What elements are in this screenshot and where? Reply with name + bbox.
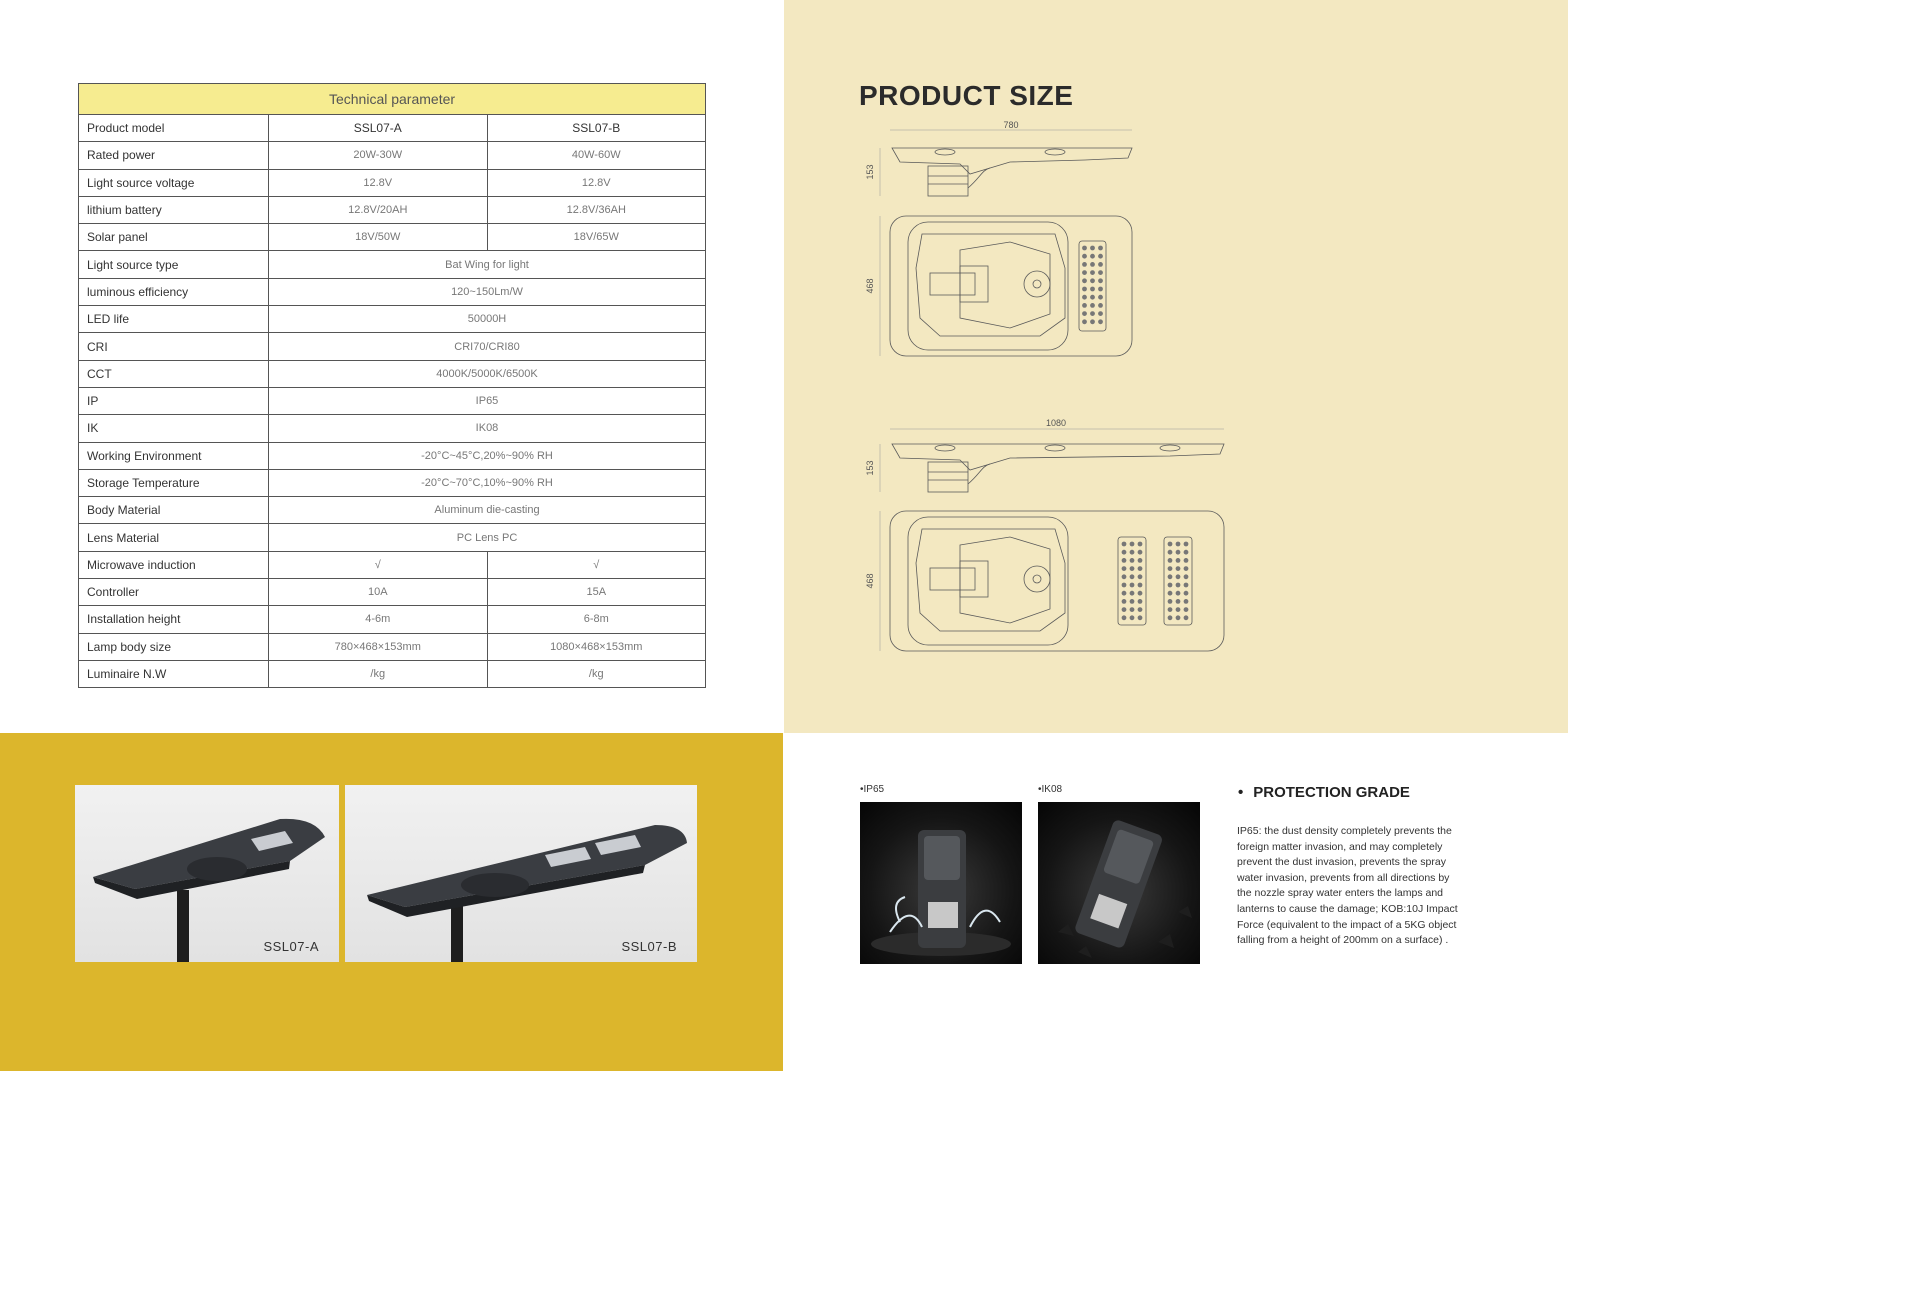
led-dot — [1090, 262, 1095, 267]
led-dot — [1122, 574, 1127, 579]
ip65-photo — [860, 802, 1022, 964]
row-label: lithium battery — [79, 196, 269, 223]
led-dot — [1138, 574, 1143, 579]
led-dot — [1168, 574, 1173, 579]
row-value: IK08 — [269, 415, 706, 442]
led-dot — [1168, 566, 1173, 571]
led-dot — [1138, 599, 1143, 604]
led-dot — [1090, 287, 1095, 292]
table-row — [79, 278, 706, 305]
led-dot — [1168, 591, 1173, 596]
table-row — [79, 142, 706, 169]
led-dot — [1122, 542, 1127, 547]
led-dot — [1090, 295, 1095, 300]
led-dot — [1090, 319, 1095, 324]
table-row — [79, 606, 706, 633]
led-dot — [1138, 550, 1143, 555]
row-value-a: 20W-30W — [269, 142, 488, 169]
row-label: IK — [79, 415, 269, 442]
row-value-a: √ — [269, 551, 488, 578]
led-dot — [1098, 303, 1103, 308]
row-label: Product model — [79, 115, 269, 142]
row-value-a: /kg — [269, 660, 488, 687]
led-dot — [1184, 583, 1189, 588]
led-dot — [1122, 591, 1127, 596]
row-value-a: 12.8V — [269, 169, 488, 196]
led-dot — [1176, 566, 1181, 571]
table-row — [79, 442, 706, 469]
led-dot — [1168, 550, 1173, 555]
table-row — [79, 251, 706, 278]
led-dot — [1184, 550, 1189, 555]
led-dot — [1168, 542, 1173, 547]
table-row — [79, 551, 706, 578]
ip65-label: •IP65 — [860, 784, 885, 795]
led-dot — [1098, 254, 1103, 259]
led-dot — [1122, 615, 1127, 620]
led-dot — [1090, 270, 1095, 275]
row-value-b: 15A — [487, 579, 706, 606]
row-value: -20°C~45°C,20%~90% RH — [269, 442, 706, 469]
led-dot — [1138, 583, 1143, 588]
led-dot — [1122, 558, 1127, 563]
product-photo-ssl07-b — [345, 785, 697, 962]
dim-length-a: 780 — [1003, 120, 1019, 130]
led-dot — [1082, 246, 1087, 251]
row-value-b: √ — [487, 551, 706, 578]
led-dot — [1130, 607, 1135, 612]
table-row — [79, 224, 706, 251]
table-row — [79, 169, 706, 196]
led-dot — [1176, 574, 1181, 579]
row-label: Working Environment — [79, 442, 269, 469]
led-dot — [1082, 254, 1087, 259]
led-dot — [1090, 254, 1095, 259]
led-dot — [1168, 558, 1173, 563]
led-dot — [1168, 583, 1173, 588]
dim-height-b: 153 — [865, 460, 875, 476]
row-value: PC Lens PC — [269, 524, 706, 551]
row-label: Luminaire N.W — [79, 660, 269, 687]
led-dot — [1082, 287, 1087, 292]
led-dot — [1098, 311, 1103, 316]
led-dot — [1138, 615, 1143, 620]
row-label: CRI — [79, 333, 269, 360]
row-label: Controller — [79, 579, 269, 606]
row-value-b: /kg — [487, 660, 706, 687]
table-row — [79, 579, 706, 606]
row-label: Rated power — [79, 142, 269, 169]
row-value-b: 1080×468×153mm — [487, 633, 706, 660]
led-dot — [1098, 270, 1103, 275]
photo-caption-b: SSL07-B — [621, 939, 677, 954]
table-row — [79, 387, 706, 414]
led-dot — [1130, 566, 1135, 571]
led-dot — [1184, 542, 1189, 547]
led-dot — [1082, 319, 1087, 324]
led-dot — [1082, 262, 1087, 267]
led-dot — [1168, 599, 1173, 604]
table-title: Technical parameter — [79, 84, 706, 115]
led-dot — [1090, 278, 1095, 283]
led-dot — [1176, 542, 1181, 547]
row-value: IP65 — [269, 387, 706, 414]
bullet: • — [1238, 784, 1244, 801]
protection-grade-text: IP65: the dust density completely prevents the foreign matter invasion, and may completely prevent the dust invasion, prevents the spray water invasion, prevents from all directions by the nozzle spray water enters the lamps and lanterns to cause the damage; KOB:10J Impact Force (equivalent to the impact of a 5KG object falling from a height of 200mm on a surface) . — [1237, 825, 1458, 947]
row-label: Storage Temperature — [79, 469, 269, 496]
table-row — [79, 660, 706, 687]
led-dot — [1122, 607, 1127, 612]
table-row — [79, 469, 706, 496]
dim-length-b: 1080 — [1045, 418, 1067, 428]
table-row — [79, 497, 706, 524]
table-row — [79, 115, 706, 142]
led-dot — [1184, 591, 1189, 596]
led-dot — [1184, 566, 1189, 571]
led-dot — [1090, 303, 1095, 308]
row-value: CRI70/CRI80 — [269, 333, 706, 360]
led-dot — [1168, 607, 1173, 612]
led-dot — [1122, 550, 1127, 555]
led-dot — [1176, 558, 1181, 563]
row-value: Aluminum die-casting — [269, 497, 706, 524]
row-label: Installation height — [79, 606, 269, 633]
led-dot — [1090, 246, 1095, 251]
row-value-b: SSL07-B — [487, 115, 706, 142]
led-dot — [1184, 599, 1189, 604]
dim-height-a: 153 — [865, 164, 875, 180]
led-dot — [1082, 311, 1087, 316]
row-value: Bat Wing for light — [269, 251, 706, 278]
led-dot — [1098, 295, 1103, 300]
table-row — [79, 415, 706, 442]
drawing-b — [880, 429, 1224, 651]
led-dot — [1130, 550, 1135, 555]
led-dot — [1082, 278, 1087, 283]
row-value-a: 4-6m — [269, 606, 488, 633]
led-dot — [1130, 591, 1135, 596]
row-value-a: 10A — [269, 579, 488, 606]
row-label: CCT — [79, 360, 269, 387]
led-dot — [1184, 615, 1189, 620]
table-row — [79, 633, 706, 660]
led-dot — [1138, 542, 1143, 547]
led-dot — [1176, 591, 1181, 596]
row-label: Light source voltage — [79, 169, 269, 196]
led-dot — [1090, 311, 1095, 316]
protection-grade-heading: PROTECTION GRADE — [1253, 784, 1410, 801]
technical-parameter-table — [78, 83, 706, 688]
led-dot — [1176, 607, 1181, 612]
led-dot — [1130, 558, 1135, 563]
led-dot — [1130, 542, 1135, 547]
street-light-b-illustration — [345, 785, 697, 962]
row-value-a: 18V/50W — [269, 224, 488, 251]
led-dot — [1168, 615, 1173, 620]
dim-width-a: 468 — [865, 278, 875, 294]
led-dot — [1138, 591, 1143, 596]
table-row — [79, 333, 706, 360]
led-dot — [1122, 566, 1127, 571]
row-value-b: 12.8V — [487, 169, 706, 196]
row-label: Body Material — [79, 497, 269, 524]
led-dot — [1098, 287, 1103, 292]
led-dot — [1130, 574, 1135, 579]
row-label: Solar panel — [79, 224, 269, 251]
led-dot — [1082, 303, 1087, 308]
led-dot — [1176, 599, 1181, 604]
table-row — [79, 196, 706, 223]
product-size-title: PRODUCT SIZE — [859, 80, 1074, 111]
row-value-b: 40W-60W — [487, 142, 706, 169]
row-value-a: SSL07-A — [269, 115, 488, 142]
row-label: LED life — [79, 306, 269, 333]
row-value: -20°C~70°C,10%~90% RH — [269, 469, 706, 496]
table-row — [79, 360, 706, 387]
led-dot — [1122, 583, 1127, 588]
row-value-b: 12.8V/36AH — [487, 196, 706, 223]
impact-lamp-illustration — [1038, 802, 1200, 964]
photo-caption-a: SSL07-A — [263, 939, 319, 954]
row-value: 50000H — [269, 306, 706, 333]
led-dot — [1184, 574, 1189, 579]
led-dot — [1184, 558, 1189, 563]
row-value-a: 12.8V/20AH — [269, 196, 488, 223]
led-dot — [1184, 607, 1189, 612]
led-dot — [1130, 583, 1135, 588]
product-size-drawings — [860, 118, 1240, 663]
led-dot — [1098, 246, 1103, 251]
led-dot — [1098, 319, 1103, 324]
water-splash-lamp-illustration — [860, 802, 1022, 964]
dim-width-b: 468 — [865, 573, 875, 589]
row-value-a: 780×468×153mm — [269, 633, 488, 660]
row-value: 4000K/5000K/6500K — [269, 360, 706, 387]
street-light-a-illustration — [75, 785, 339, 962]
led-dot — [1176, 550, 1181, 555]
row-label: Microwave induction — [79, 551, 269, 578]
protection-grade-title — [1238, 784, 1410, 801]
led-dot — [1082, 295, 1087, 300]
row-label: Light source type — [79, 251, 269, 278]
product-photo-ssl07-a — [75, 785, 339, 962]
led-dot — [1138, 566, 1143, 571]
ik08-photo — [1038, 802, 1200, 964]
led-dot — [1130, 615, 1135, 620]
led-dot — [1176, 583, 1181, 588]
row-value: 120~150Lm/W — [269, 278, 706, 305]
led-dot — [1082, 270, 1087, 275]
led-dot — [1176, 615, 1181, 620]
table-row — [79, 306, 706, 333]
ik08-label: •IK08 — [1038, 784, 1063, 795]
row-value-b: 6-8m — [487, 606, 706, 633]
led-dot — [1122, 599, 1127, 604]
led-dot — [1138, 558, 1143, 563]
led-dot — [1098, 262, 1103, 267]
row-label: luminous efficiency — [79, 278, 269, 305]
row-label: IP — [79, 387, 269, 414]
row-label: Lens Material — [79, 524, 269, 551]
row-value-b: 18V/65W — [487, 224, 706, 251]
led-dot — [1138, 607, 1143, 612]
table-row — [79, 524, 706, 551]
led-dot — [1098, 278, 1103, 283]
row-label: Lamp body size — [79, 633, 269, 660]
led-dot — [1130, 599, 1135, 604]
